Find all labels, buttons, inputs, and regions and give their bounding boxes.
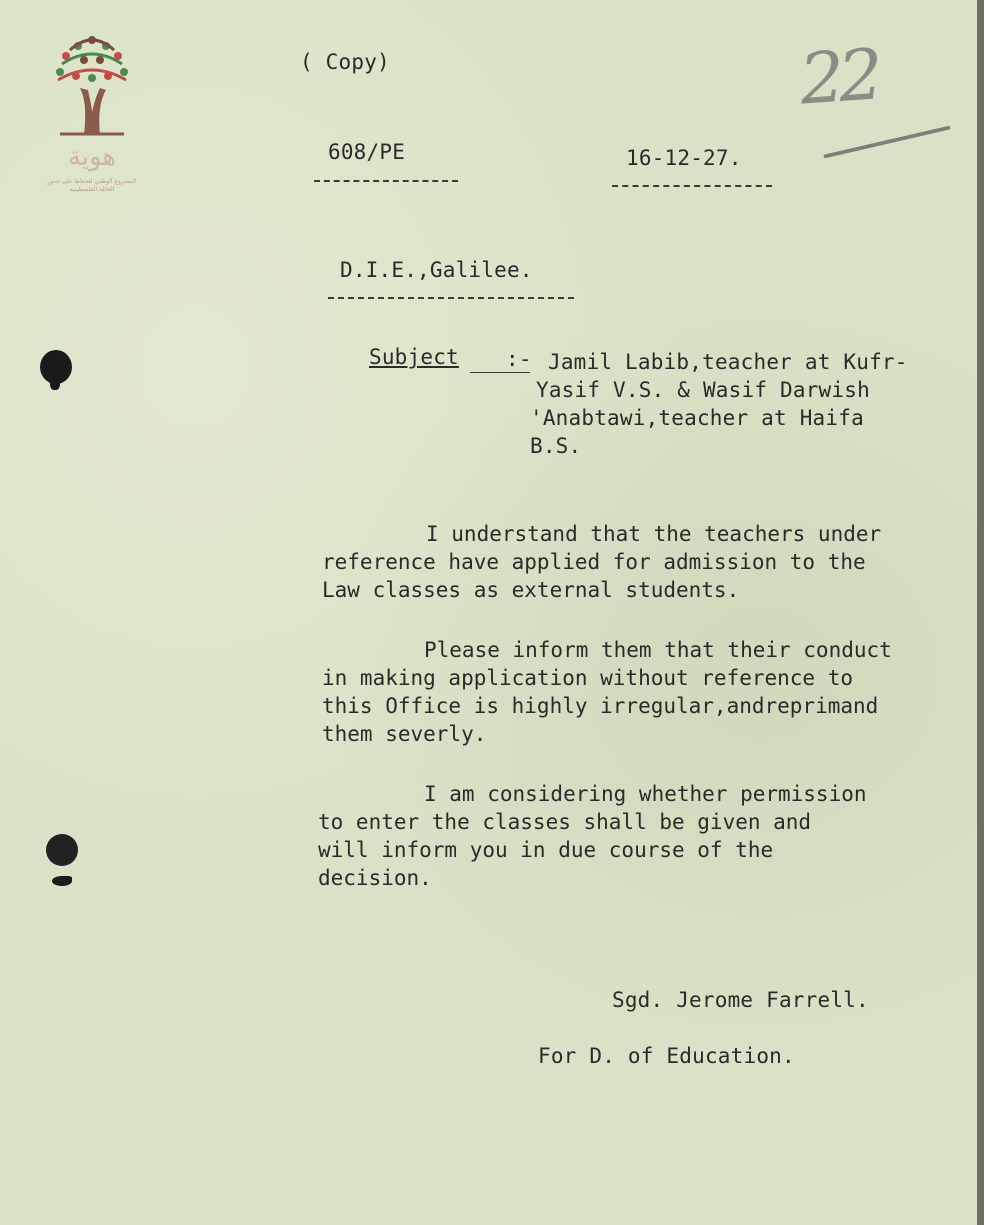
paragraph-2-line-3: this Office is highly irregular,andreprimand bbox=[322, 694, 879, 718]
handwritten-stroke bbox=[823, 125, 951, 158]
paragraph-2-line-4: them severly. bbox=[322, 722, 487, 746]
subject-line-2: Yasif V.S. & Wasif Darwish bbox=[536, 378, 870, 402]
subject-line-4: B.S. bbox=[530, 434, 582, 458]
reference-underline bbox=[314, 180, 458, 182]
paragraph-1-line-3: Law classes as external students. bbox=[322, 578, 740, 602]
signature-name: Sgd. Jerome Farrell. bbox=[612, 988, 869, 1012]
signature-title: For D. of Education. bbox=[538, 1044, 795, 1068]
paragraph-3-line-1: I am considering whether permission bbox=[424, 782, 867, 806]
handwritten-file-number: 22 bbox=[797, 33, 880, 121]
paragraph-3-line-3: will inform you in due course of the bbox=[318, 838, 774, 862]
paragraph-1-line-1: I understand that the teachers under bbox=[426, 522, 882, 546]
date-underline bbox=[612, 185, 772, 187]
paragraph-2-line-1: Please inform them that their conduct bbox=[424, 638, 892, 662]
addressee-underline bbox=[328, 297, 574, 299]
subject-line-1: Jamil Labib,teacher at Kufr- bbox=[548, 350, 908, 374]
paragraph-2-line-2: in making application without reference to bbox=[322, 666, 854, 690]
paragraph-3-line-2: to enter the classes shall be given and bbox=[318, 810, 812, 834]
punch-hole-bottom bbox=[46, 834, 78, 866]
subject-label: Subject bbox=[369, 345, 459, 369]
family-tree-icon bbox=[40, 30, 144, 140]
archive-logo bbox=[40, 30, 144, 200]
subject-line-3: 'Anabtawi,teacher at Haifa bbox=[530, 406, 864, 430]
reference-number: 608/PE bbox=[328, 140, 406, 164]
page-edge-shadow bbox=[977, 0, 984, 1225]
paragraph-3-line-4: decision. bbox=[318, 866, 432, 890]
subject-separator: :- bbox=[506, 347, 532, 371]
punch-hole-top-tail bbox=[50, 376, 60, 390]
logo-title: هوية bbox=[67, 142, 117, 172]
punch-hole-bottom-tail bbox=[52, 876, 72, 886]
logo-caption: المشروع الوطني للحفاظ على جذور العائلة الفلسطينية bbox=[47, 178, 137, 193]
addressee: D.I.E.,Galilee. bbox=[340, 258, 533, 282]
paragraph-1-line-2: reference have applied for admission to the bbox=[322, 550, 866, 574]
copy-label: ( Copy) bbox=[300, 50, 390, 74]
letter-date: 16-12-27. bbox=[626, 146, 742, 170]
